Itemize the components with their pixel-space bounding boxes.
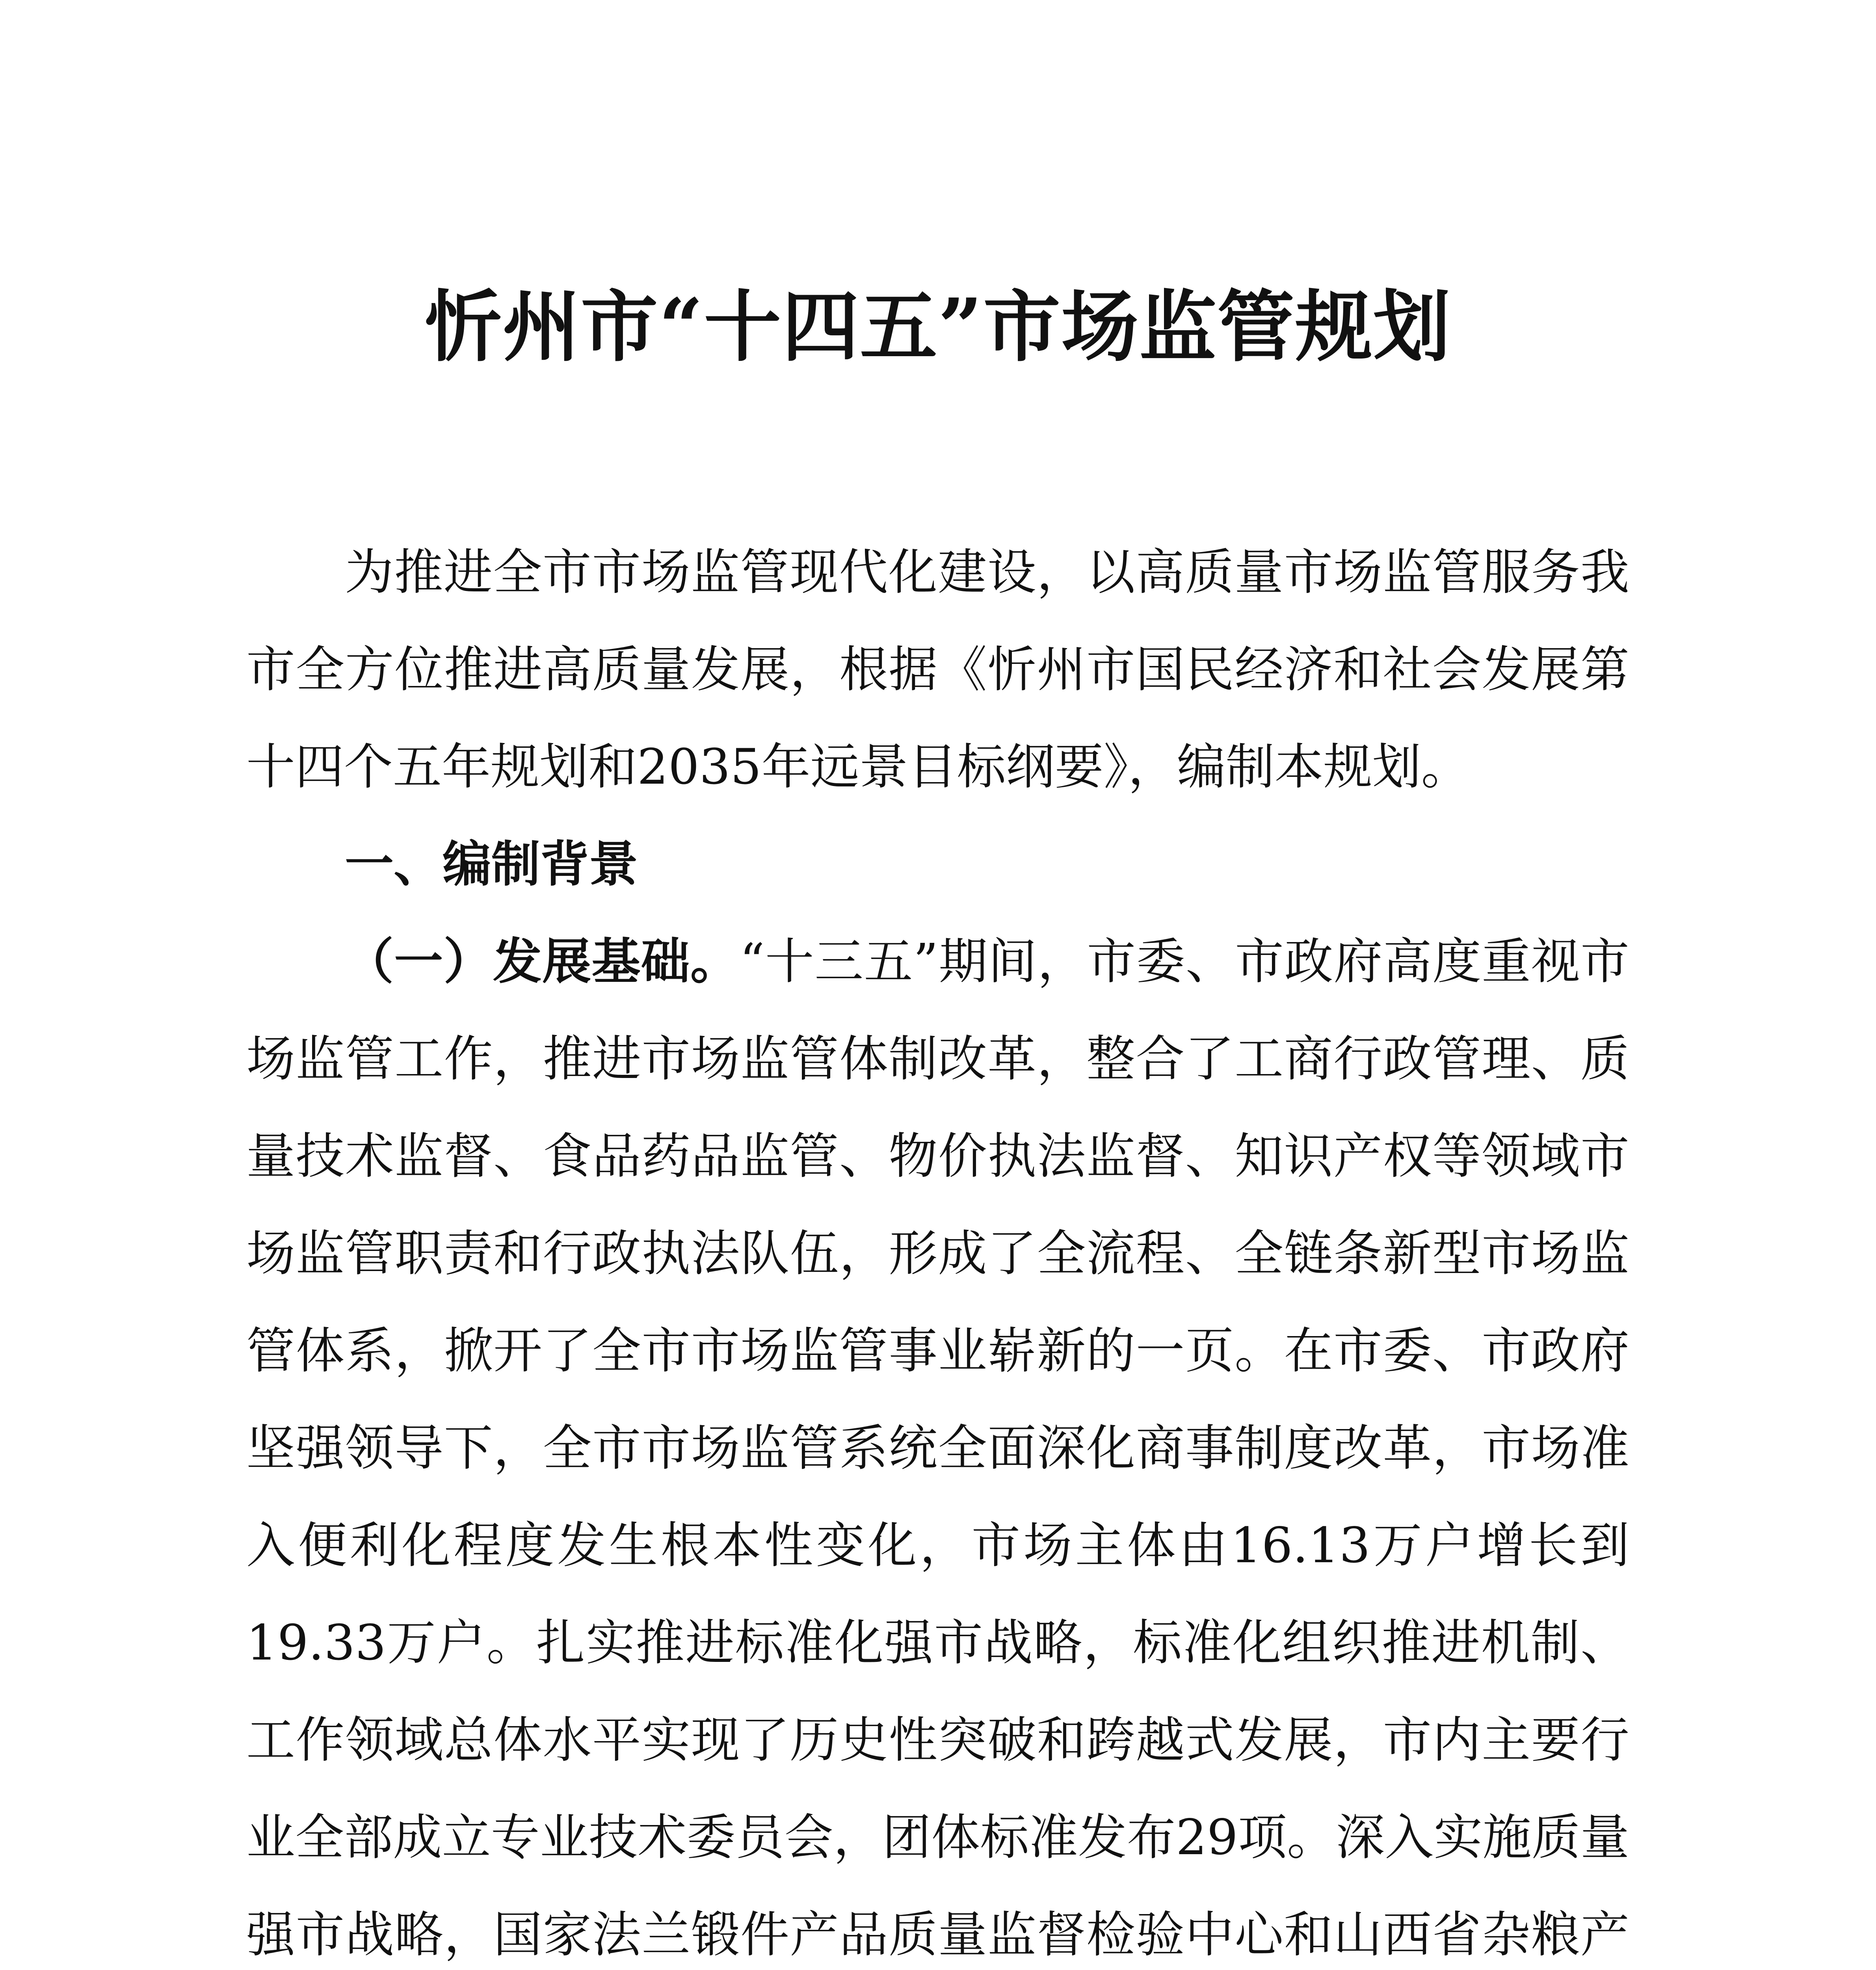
body-paragraph (246, 913, 1629, 1970)
section-heading: 一、编制背景 (345, 836, 638, 893)
document-body (246, 524, 1629, 1970)
body-text: “十三五”期间，市委、市政府高度重视市场监管工作，推进市场监管体制改革，整合了工商行政管理、质量技术监督、食品药品监管、物价执法监督、知识产权等领域市场监管职责和行政执法队伍，形成了全流程、全链条新型市场监管体系，掀开了全市市场监管事业崭新的一页。在市委、市政府坚强领导下，全市市场监管系统全面深化商事制度改革，市场准入便利化程度发生根本性变化，市场主体由16.13万户增长到19.33万户。扎实推进标准化强市战略，标准化组织推进机制、工作领域总体水平实现了历史性突破和跨越式发展，市内主要行业全部成立专业技术委员会，团体标准发布29项。深入实施质量强市战略，国家法兰锻件产品质量监督检验中心和山西省杂粮产 (246, 933, 1629, 1963)
subsection-lead: （一）发展基础。 (345, 933, 740, 990)
intro-paragraph: 为推进全市市场监管现代化建设，以高质量市场监管服务我市全方位推进高质量发展，根据《忻州市国民经济和社会发展第十四个五年规划和2035年远景目标纲要》，编制本规划。 (246, 544, 1629, 795)
page-title: 忻州市“十四五”市场监管规划 (424, 282, 1452, 372)
